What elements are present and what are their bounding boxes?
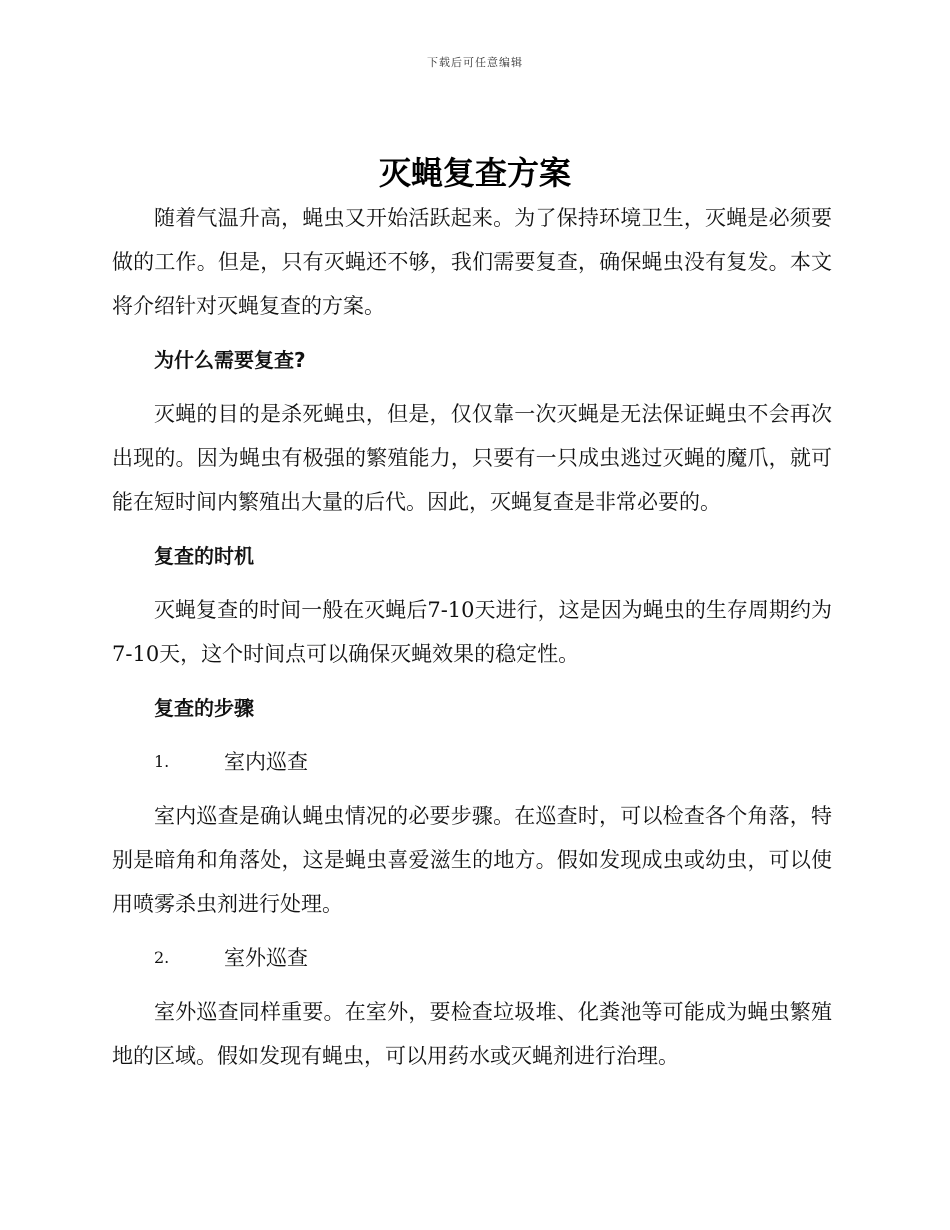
step-paragraph-2: 室外巡查同样重要。在室外，要检查垃圾堆、化粪池等可能成为蝇虫繁殖地的区域。假如发现有蝇虫，可以用药水或灭蝇剂进行治理。 (112, 1000, 832, 1068)
header-note: 下载后可任意编辑 (427, 56, 523, 69)
step-item-1 (112, 740, 832, 784)
document-title: 灭蝇复查方案 (378, 154, 571, 192)
step-number: 1. (154, 752, 170, 771)
section-heading-steps: 复查的步骤 (154, 696, 254, 720)
intro-paragraph: 随着气温升高，蝇虫又开始活跃起来。为了保持环境卫生，灭蝇是必须要做的工作。但是，只有灭蝇还不够，我们需要复查，确保蝇虫没有复发。本文将介绍针对灭蝇复查的方案。 (112, 206, 832, 318)
section-paragraph-why: 灭蝇的目的是杀死蝇虫，但是，仅仅靠一次灭蝇是无法保证蝇虫不会再次出现的。因为蝇虫有极强的繁殖能力，只要有一只成虫逃过灭蝇的魔爪，就可能在短时间内繁殖出大量的后代。因此，灭蝇复查是非常必要的。 (112, 402, 832, 514)
step-item-2 (112, 936, 832, 980)
step-paragraph-1: 室内巡查是确认蝇虫情况的必要步骤。在巡查时，可以检查各个角落，特别是暗角和角落处，这是蝇虫喜爱滋生的地方。假如发现成虫或幼虫，可以使用喷雾杀虫剂进行处理。 (112, 804, 832, 916)
step-title: 室外巡查 (224, 946, 308, 970)
section-heading-why: 为什么需要复查? (154, 348, 306, 372)
section-paragraph-timing: 灭蝇复查的时间一般在灭蝇后7-10天进行，这是因为蝇虫的生存周期约为7-10天，这个时间点可以确保灭蝇效果的稳定性。 (112, 598, 832, 666)
document-body (112, 196, 832, 1088)
step-number: 2. (154, 948, 170, 967)
section-heading-timing: 复查的时机 (154, 544, 254, 568)
step-title: 室内巡查 (224, 750, 308, 774)
